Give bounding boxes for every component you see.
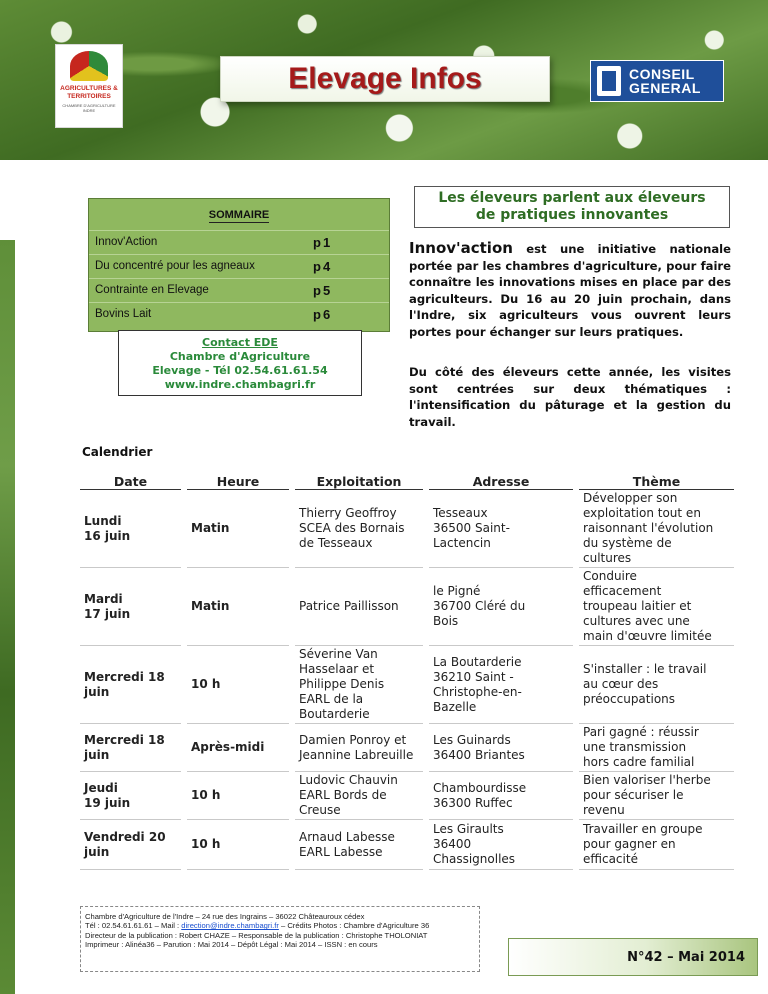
cell-heure: Matin [184,490,292,568]
footer-legal-box [80,906,480,972]
sommaire-item[interactable] [89,230,389,255]
foliage-side-strip [0,240,15,994]
cell-exploitation: Arnaud Labesse EARL Labesse [292,820,426,870]
sommaire-item[interactable] [89,302,389,327]
cell-theme: Conduire efficacement troupeau laitier et cultures avec une main d'œuvre limitée [576,568,734,646]
cell-heure: 10 h [184,820,292,870]
cell-theme: Pari gagné : réussir une transmission hors cadre familial [576,724,734,772]
contact-phone: Elevage - Tél 02.54.61.61.54 [152,364,328,377]
cell-exploitation: Ludovic Chauvin EARL Bords de Creuse [292,772,426,820]
article-paragraph-1 [409,240,731,340]
cell-exploitation: Damien Ponroy et Jeannine Labreuille [292,724,426,772]
cell-heure: 10 h [184,772,292,820]
footer-email-link[interactable]: direction@indre.chambagri.fr [181,921,279,931]
agri-logo-subtext: CHAMBRE D'AGRICULTURE INDRE [62,103,116,113]
article-paragraph-2: Du côté des éleveurs cette année, les visites sont centrées sur deux thématiques : l'intensification du pâturage et la gestion du travail. [409,365,731,429]
sommaire-heading: SOMMAIRE [208,209,270,221]
article-paragraph-1-text: est une initiative nationale portée par les chambres d'agriculture, pour faire connaître les innovations mises en place par des agriculteurs. Du 16 au 20 juin prochain, dans l'Indre, six agriculteurs vous ouvrent leurs portes pour échanger sur leurs pratiques. [409,242,731,339]
cell-exploitation: Séverine Van Hasselaar et Philippe Denis EARL de la Boutarderie [292,646,426,724]
calendar-label: Calendrier [82,445,153,459]
newsletter-title-box [220,56,550,102]
table-row [80,490,734,568]
cell-adresse: La Boutarderie 36210 Saint - Christophe-en- Bazelle [426,646,576,724]
contact-website-link[interactable]: www.indre.chambagri.fr [164,378,316,391]
header-theme: Thème [576,474,734,490]
contact-org: Chambre d'Agriculture [169,350,311,363]
chambre-agriculture-logo [55,44,123,128]
cg-logo-line1: CONSEIL [629,66,695,82]
cell-date: Mercredi 18 juin [80,724,184,772]
table-row [80,646,734,724]
cell-adresse: Les Guinards 36400 Briantes [426,724,576,772]
cell-heure: 10 h [184,646,292,724]
cell-date: Mardi 17 juin [80,568,184,646]
article-title-box [414,186,730,228]
contact-box [118,330,362,396]
conseil-general-logo [590,60,724,102]
header-photo-band [0,0,768,160]
header-adresse: Adresse [426,474,576,490]
table-row [80,820,734,870]
contact-heading: Contact EDE [202,336,278,349]
cell-date: Jeudi 19 juin [80,772,184,820]
cell-adresse: Tesseaux 36500 Saint- Lactencin [426,490,576,568]
cell-theme: Travailler en groupe pour gagner en efficacité [576,820,734,870]
sommaire-item-page: p5 [313,283,333,298]
article-title-line2: de pratiques innovantes [475,207,669,223]
header-heure: Heure [184,474,292,490]
table-row [80,724,734,772]
cell-theme: Développer son exploitation tout en raisonnant l'évolution du système de cultures [576,490,734,568]
table-row [80,772,734,820]
cell-heure: Matin [184,568,292,646]
issue-number: N°42 – Mai 2014 [627,949,745,965]
cell-theme: Bien valoriser l'herbe pour sécuriser le revenu [576,772,734,820]
sommaire-item-label: Bovins Lait [95,308,152,320]
footer-publication: Directeur de la publication : Robert CHAZE – Responsable de la publication : Christophe THOLONIAT [85,930,428,940]
footer-printer: Imprimeur : Alinéa36 – Parution : Mai 2014 – Dépôt Légal : Mai 2014 – ISSN : en cours [85,940,378,950]
sommaire-item-page: p4 [313,259,333,274]
article-title-line1: Les éleveurs parlent aux éleveurs [438,190,706,206]
sommaire-item-label: Innov'Action [95,236,158,248]
calendar-header-row [80,474,734,490]
cell-adresse: Chambourdisse 36300 Ruffec [426,772,576,820]
cell-adresse: le Pigné 36700 Cléré du Bois [426,568,576,646]
sommaire-item-page: p6 [313,307,333,322]
sommaire-item-page: p1 [313,235,333,250]
calendar-table [80,474,734,870]
cell-date: Vendredi 20 juin [80,820,184,870]
cell-heure: Après-midi [184,724,292,772]
agriculture-emblem-icon [70,51,108,81]
sommaire-item[interactable] [89,254,389,279]
cell-date: Mercredi 18 juin [80,646,184,724]
footer-address: Chambre d'Agriculture de l'Indre – 24 rue des Ingrains – 36022 Châteauroux cédex [85,912,365,921]
cg-logo-line2: GENERAL [629,80,701,96]
newsletter-title: Elevage Infos [288,62,482,95]
header-date: Date [80,474,184,490]
cell-exploitation: Patrice Paillisson [292,568,426,646]
conseil-general-emblem-icon [597,66,621,96]
issue-number-badge [508,938,758,976]
cell-date: Lundi 16 juin [80,490,184,568]
sommaire-item-label: Du concentré pour les agneaux [95,260,255,272]
footer-credits: – Crédits Photos : Chambre d'Agriculture 36 [278,921,430,931]
header-exploitation: Exploitation [292,474,426,490]
table-row [80,568,734,646]
cell-adresse: Les Giraults 36400 Chassignolles [426,820,576,870]
sommaire-item[interactable] [89,278,389,303]
cell-theme: S'installer : le travail au cœur des préoccupations [576,646,734,724]
sommaire-box [88,198,390,332]
sommaire-item-label: Contrainte en Elevage [95,284,209,296]
article-lead-word: Innov'action [409,239,513,257]
footer-phone: Tél : 02.54.61.61.61 – Mail : [85,921,182,931]
cell-exploitation: Thierry Geoffroy SCEA des Bornais de Tesseaux [292,490,426,568]
agri-logo-text: AGRICULTURES & TERRITOIRES [60,85,118,100]
